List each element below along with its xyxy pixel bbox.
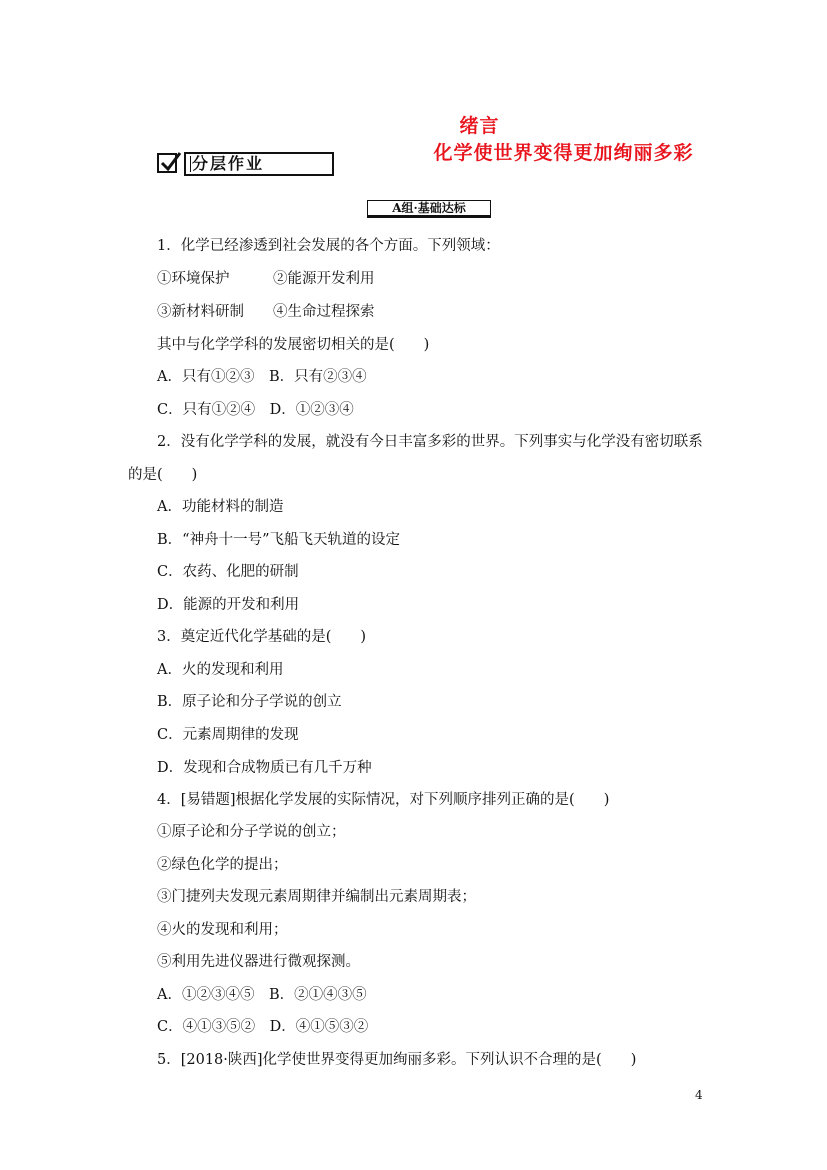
text-line: C．元素周期律的发现 [157, 727, 299, 743]
text-line: C．农药、化肥的研制 [157, 564, 299, 580]
text-line: A．功能材料的制造 [157, 499, 284, 515]
group-tag: A组·基础达标 [367, 200, 491, 218]
page-title [0, 111, 827, 165]
text-line: 4．[易错题]根据化学发展的实际情况，对下列顺序排列正确的是( ) [157, 792, 610, 808]
text-line: B．“神舟十一号”飞船飞天轨道的设定 [157, 532, 400, 548]
text-line: 5．[2018·陕西]化学使世界变得更加绚丽多彩。下列认识不合理的是( ) [157, 1052, 637, 1068]
text-line: A．火的发现和利用 [157, 662, 284, 678]
text-line: 2．没有化学学科的发展，就没有今日丰富多彩的世界。下列事实与化学没有密切联系 [157, 434, 703, 450]
text-line: ④火的发现和利用； [157, 922, 288, 938]
text-line: A．①②③④⑤ B．②①④③⑤ [157, 987, 367, 1003]
checkmark-icon [157, 153, 177, 173]
text-line: D．能源的开发和利用 [157, 597, 300, 613]
text-line: D．发现和合成物质已有几千万种 [157, 760, 372, 776]
text-line: ①环境保护 ②能源开发利用 [157, 271, 375, 287]
text-line: B．原子论和分子学说的创立 [157, 694, 342, 710]
text-line: ③新材料研制 ④生命过程探索 [157, 304, 375, 320]
text-line: 3．奠定近代化学基础的是( ) [157, 629, 367, 645]
text-line: ③门捷列夫发现元素周期律并编制出元素周期表； [157, 889, 476, 905]
text-line: 的是( ) [128, 467, 198, 483]
text-line: C．④①③⑤② D．④①⑤③② [157, 1019, 369, 1035]
text-line: ①原子论和分子学说的创立； [157, 824, 346, 840]
text-line: ②绿色化学的提出； [157, 857, 288, 873]
page-number: 4 [695, 1088, 703, 1102]
title-part-1: 绪言 [459, 115, 500, 137]
text-line: 其中与化学学科的发展密切相关的是( ) [157, 337, 430, 353]
text-line: C．只有①②④ D．①②③④ [157, 402, 354, 418]
section-label: 分层作业 [184, 152, 334, 176]
text-line: 1．化学已经渗透到社会发展的各个方面。下列领域： [157, 238, 500, 254]
text-line: ⑤利用先进仪器进行微观探测。 [157, 954, 360, 970]
text-line: A．只有①②③ B．只有②③④ [157, 369, 367, 385]
title-part-2: 化学使世界变得更加绚丽多彩 [433, 142, 694, 164]
